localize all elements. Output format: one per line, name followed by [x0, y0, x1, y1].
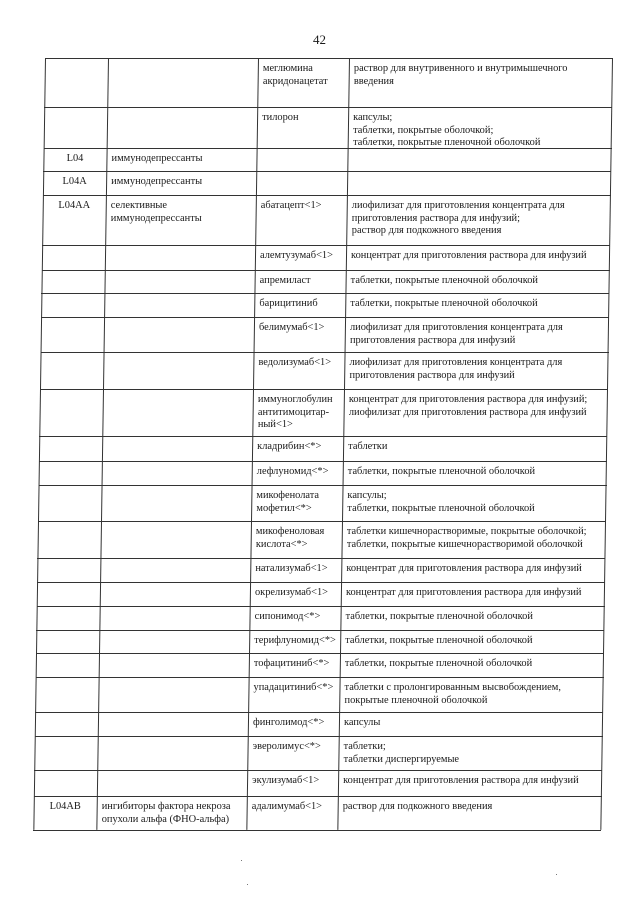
scan-speck — [556, 874, 557, 875]
cell-form: капсулы; таблетки, покрытые оболочкой; таблетки, покрытые пленочной оболочкой — [353, 112, 541, 149]
cell-form: таблетки, покрытые пленочной оболочкой — [345, 611, 533, 622]
cell-form: лиофилизат для приготовления концентрата для приготовления раствора для инфузий — [349, 357, 563, 381]
column-border — [96, 58, 109, 830]
cell-form: раствор для внутривенного и внутримышечного введения — [353, 63, 568, 87]
cell-drug: микофенолата мофетил<*> — [256, 490, 320, 514]
cell-code: L04 — [66, 153, 84, 164]
row-border — [36, 630, 604, 631]
row-border — [34, 796, 602, 797]
cell-drug: ведолизумаб<1> — [258, 357, 332, 368]
page-number: 42 — [313, 32, 326, 47]
row-border — [45, 58, 613, 59]
row-border — [39, 461, 607, 462]
row-border — [34, 770, 602, 771]
cell-drug: тофацитиниб<*> — [253, 658, 330, 669]
cell-form: концентрат для приготовления раствора для инфузий — [346, 563, 582, 574]
cell-drug: белимумаб<1> — [258, 322, 325, 333]
row-border — [35, 736, 603, 737]
cell-code: L04AA — [58, 200, 91, 211]
cell-form: таблетки; таблетки диспергируемые — [343, 741, 460, 765]
row-border — [41, 317, 609, 318]
cell-form: лиофилизат для приготовления концентрата для приготовления раствора для инфузий; раствор для подкожного введения — [351, 200, 565, 237]
scan-speck — [241, 860, 242, 861]
row-border — [42, 245, 610, 246]
row-border — [43, 195, 611, 196]
cell-drug: иммуноглобулин антитимоцитар- ный<1> — [257, 394, 333, 431]
row-border — [35, 712, 603, 713]
cell-form: таблетки, покрытые пленочной оболочкой — [350, 298, 538, 309]
cell-form: таблетки, покрытые пленочной оболочкой — [344, 658, 533, 669]
cell-drug: терифлуномид<*> — [254, 635, 336, 646]
row-border — [37, 606, 605, 607]
cell-form: таблетки — [348, 441, 388, 452]
cell-form: таблетки, покрытые пленочной оболочкой — [345, 635, 533, 646]
cell-drug: финголимод<*> — [253, 717, 325, 728]
cell-drug: алемтузумаб<1> — [260, 250, 333, 261]
row-border — [36, 653, 604, 654]
row-border — [43, 171, 611, 172]
cell-form: таблетки кишечнорастворимые, покрытые оболочкой; таблетки, покрытые кишечнорастворимой оболочкой — [346, 526, 587, 550]
cell-form: концентрат для приготовления раствора для инфузий; лиофилизат для приготовления раствора для инфузий — [348, 394, 588, 418]
cell-code: L04A — [62, 176, 87, 187]
row-border — [39, 485, 607, 486]
cell-drug: меглюмина акридонацетат — [262, 63, 328, 87]
cell-form: таблетки с пролонгированным высвобождением, покрытые пленочной оболочкой — [344, 682, 561, 706]
cell-drug: абатацепт<1> — [260, 200, 322, 211]
cell-form: лиофилизат для приготовления концентрата для приготовления раствора для инфузий — [349, 322, 563, 346]
cell-form: таблетки, покрытые пленочной оболочкой — [350, 275, 538, 286]
cell-drug: адалимумаб<1> — [251, 801, 323, 812]
cell-name: ингибиторы фактора некроза опухоли альфа (ФНО-альфа) — [101, 801, 231, 825]
row-border — [33, 830, 601, 831]
row-border — [37, 582, 605, 583]
scan-speck — [247, 884, 248, 885]
cell-drug: апремиласт — [259, 275, 311, 286]
row-border — [36, 677, 604, 678]
cell-name: иммунодепрессанты — [111, 176, 203, 187]
row-border — [37, 558, 605, 559]
column-border — [33, 58, 46, 830]
cell-drug: упадацитиниб<*> — [253, 682, 334, 693]
cell-drug: экулизумаб<1> — [252, 775, 320, 786]
cell-name: селективные иммунодепрессанты — [110, 200, 202, 224]
cell-form: концентрат для приготовления раствора для инфузий — [345, 587, 582, 598]
row-border — [40, 389, 608, 390]
cell-drug: кладрибин<*> — [257, 441, 322, 452]
cell-code: L04AB — [49, 801, 81, 812]
row-border — [41, 352, 609, 353]
cell-form: раствор для подкожного введения — [342, 801, 493, 812]
cell-form: концентрат для приготовления раствора для инфузий — [351, 250, 587, 261]
row-border — [41, 293, 609, 294]
cell-drug: окрелизумаб<1> — [254, 587, 329, 598]
cell-drug: барицитиниб — [259, 298, 318, 309]
cell-form: капсулы; таблетки, покрытые пленочной оболочкой — [347, 490, 535, 514]
cell-drug: лефлуномид<*> — [256, 466, 329, 477]
row-border — [42, 270, 610, 271]
cell-drug: эверолимус<*> — [252, 741, 321, 752]
cell-form: капсулы — [344, 717, 381, 728]
row-border — [38, 521, 606, 522]
row-border — [39, 436, 607, 437]
cell-form: концентрат для приготовления раствора для инфузий — [343, 775, 579, 786]
row-border — [44, 107, 612, 108]
cell-name: иммунодепрессанты — [111, 153, 203, 164]
cell-drug: тилорон — [262, 112, 299, 123]
cell-form: таблетки, покрытые пленочной оболочкой — [347, 466, 536, 477]
cell-drug: микофеноловая кислота<*> — [255, 526, 325, 550]
cell-drug: натализумаб<1> — [255, 563, 328, 574]
cell-drug: сипонимод<*> — [254, 611, 321, 622]
